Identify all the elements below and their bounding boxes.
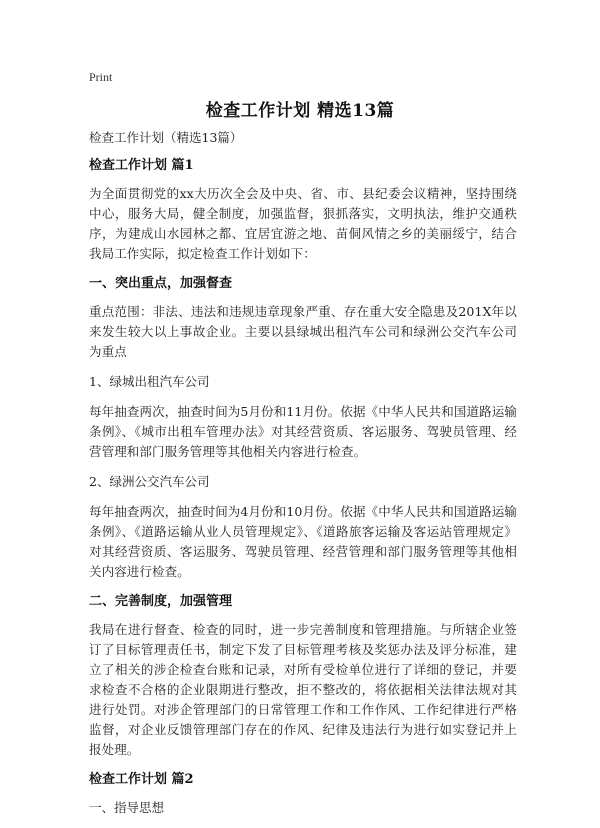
section-1-heading: 一、突出重点，加强督查: [89, 276, 233, 291]
print-label[interactable]: Print: [89, 70, 113, 84]
item-1-text: 每年抽查两次，抽查时间为5月份和11月份。依据《中华人民共和国道路运输条例》、《城市出租车管理办法》对其经营资质、客运服务、驾驶员管理、经营管理和部门服务管理等其他相关内容进行检查。: [89, 404, 517, 459]
article-1-intro: 为全面贯彻党的xx大历次全会及中央、省、市、县纪委会议精神，坚持围绕中心，服务大局，健全制度，加强监督，狠抓落实，文明执法，维护交通秩序，为建成山水园林之都、宜居宜游之地、苗侗风情之乡的美丽绥宁，结合我局工作实际，拟定检查工作计划如下：: [89, 186, 517, 261]
item-2-text: 每年抽查两次，抽查时间为4月份和10月份。依据《中华人民共和国道路运输条例》、《道路运输从业人员管理规定》、《道路旅客运输及客运站管理规定》对其经营资质、客运服务、驾驶员管理、经营管理和部门服务管理等其他相关内容进行检查。: [89, 504, 517, 579]
item-2-title: 2、绿洲公交汽车公司: [89, 474, 210, 489]
document-body: [89, 128, 517, 828]
article-2-section-1-heading: 一、指导思想: [89, 800, 165, 815]
document-subtitle: 检查工作计划（精选13篇）: [89, 130, 243, 145]
article-2-heading: 检查工作计划 篇2: [89, 772, 194, 787]
item-1-title: 1、绿城出租汽车公司: [89, 374, 210, 389]
page-title: 检查工作计划 精选13篇: [205, 101, 395, 121]
article-1-heading: 检查工作计划 篇1: [89, 158, 194, 173]
section-2-heading: 二、完善制度，加强管理: [89, 594, 233, 609]
section-2-text: 我局在进行督查、检查的同时，进一步完善制度和管理措施。与所辖企业签订了目标管理责任书，制定下发了目标管理考核及奖惩办法及评分标准，建立了相关的涉企检查台账和记录，对所有受检单位进行了详细的登记，并要求检查不合格的企业限期进行整改，拒不整改的，将依据相关法律法规对其进行处罚。对涉企管理部门的日常管理工作和工作作风、工作纪律进行严格监督，对企业反馈管理部门存在的作风、纪律及违法行为进行如实登记并上报处理。: [89, 622, 517, 757]
section-1-scope: 重点范围：非法、违法和违规违章现象严重、存在重大安全隐患及201X年以来发生较大以上事故企业。主要以县绿城出租汽车公司和绿洲公交汽车公司为重点: [89, 304, 517, 359]
